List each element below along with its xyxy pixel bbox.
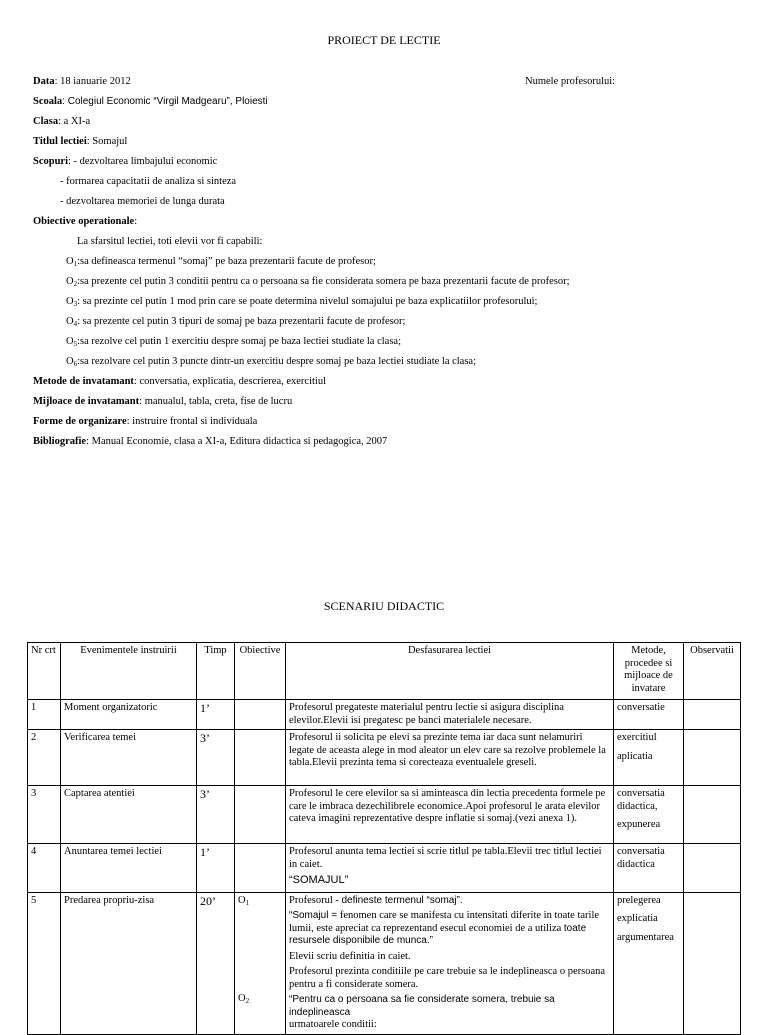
row-nr: 1 <box>28 700 61 730</box>
objective-ref <box>238 993 282 1008</box>
description-text: Elevii scriu definitia in caiet. <box>289 950 411 962</box>
row-description: Profesorul pregateste materialul pentru lectie si asigura disciplina elevilor.Elevii isi pregatesc pe banci materialele necesare. <box>286 700 614 730</box>
row-description <box>286 892 614 1034</box>
description-text <box>289 895 610 908</box>
row-event: Moment organizatoric <box>61 700 197 730</box>
description-text: Profesorul prezinta conditiile pe care trebuie sa le indeplineasca o persoana pentru a fi considerate somera. <box>289 966 606 990</box>
header-nr: Nr crt <box>28 643 61 700</box>
objective-text: : sa prezinte cel putin 1 mod prin care se poate determina nivelul somajului pe baza explicatiilor profesorului; <box>77 296 538 307</box>
objectives-colon: : <box>134 216 138 227</box>
means-line <box>33 396 292 407</box>
objective-text: :sa rezolve cel putin 1 exercitiu despre somaj pe baza lectiei studiate la clasa; <box>77 336 401 347</box>
purpose-1: : - dezvoltarea limbajului economic <box>68 156 218 167</box>
class-value: : a XI-a <box>58 116 91 127</box>
means-value: : manualul, tabla, creta, fise de lucru <box>139 396 293 407</box>
header-timp: Timp <box>197 643 235 700</box>
objectives-heading <box>33 216 137 227</box>
class-label: Clasa <box>33 116 59 127</box>
header-obiective: Obiective <box>235 643 286 700</box>
header-evenimente: Evenimentele instruirii <box>61 643 197 700</box>
row-methods: conversatia didactica <box>614 844 684 893</box>
school-label: Scoala <box>33 96 63 107</box>
objectives-label: Obiective operationale <box>33 216 135 227</box>
objective-code: O <box>238 894 246 906</box>
objective-code: O <box>66 276 74 287</box>
row-objective <box>235 844 286 893</box>
lesson-title-line <box>33 136 127 147</box>
row-time: 3’ <box>197 730 235 786</box>
row-nr: 4 <box>28 844 61 893</box>
objective-code: O <box>66 356 74 367</box>
row-event: Predarea propriu-zisa <box>61 892 197 1034</box>
method-item: argumentarea <box>617 931 674 943</box>
objective-index: 1 <box>73 260 78 268</box>
bibliography-line <box>33 436 387 447</box>
objective-ref <box>238 895 282 910</box>
bibliography-label: Bibliografie <box>33 436 87 447</box>
row-description: Profesorul ii solicita pe elevi sa prezinte tema iar daca sunt nelamuriri legate de aceasta alege in mod aleator un elev care sa rezolve problemele la tabla.Elevii prezinta tema si corecteaza eventualele greseli. <box>286 730 614 786</box>
row-event: Anuntarea temei lectiei <box>61 844 197 893</box>
methods-label: Metode de invatamant <box>33 376 134 387</box>
objective-index: 1 <box>245 898 250 907</box>
row-observations <box>684 700 741 730</box>
objective-code: O <box>238 993 246 1004</box>
method-item: exercitiul <box>617 732 657 743</box>
row-observations <box>684 892 741 1034</box>
description-part: fenomen care se manifesta cu intensitati diferite in toate tarile lumii, este apreciat ca reprezentand esecul economiei de a utiliza <box>289 910 600 934</box>
row-methods <box>614 730 684 786</box>
description-part: urmatoarele conditii: <box>289 1019 377 1030</box>
objective-code: O <box>66 336 74 347</box>
method-item: expunerea <box>617 819 661 830</box>
objective-index: 3 <box>73 300 78 308</box>
row-methods <box>614 786 684 844</box>
row-methods <box>614 892 684 1034</box>
row-nr: 2 <box>28 730 61 786</box>
scenario-title: SCENARIU DIDACTIC <box>323 599 445 613</box>
objectives-intro: La sfarsitul lectiei, toti elevii vor fi capabili: <box>77 236 263 247</box>
objective-index: 2 <box>245 997 250 1005</box>
row-time: 1’ <box>197 700 235 730</box>
objective-code: O <box>66 256 74 267</box>
method-item: prelegerea <box>617 894 661 906</box>
objective-text: :sa defineasca termenul “somaj” pe baza prezentarii facute de profesor; <box>77 256 376 267</box>
table-row <box>28 700 741 730</box>
table-header-row <box>28 643 741 700</box>
row-observations <box>684 730 741 786</box>
row-nr: 3 <box>28 786 61 844</box>
row-time: 1’ <box>197 844 235 893</box>
row-description: Profesorul le cere elevilor sa si aminteasca din lectia precedenta formele pe care le imbraca dezechilibrele economice.Apoi profesorul le arata elevilor cateva imagini reprezentative despre inflatie si somaj.(vezi anexa 1). <box>286 786 614 844</box>
header-observatii: Observatii <box>684 643 741 700</box>
method-item: conversatia didactica, <box>617 788 665 812</box>
objective-item <box>66 336 401 348</box>
row-time: 20’ <box>197 892 235 1034</box>
date-value: : 18 ianuarie 2012 <box>54 76 131 87</box>
organization-line <box>33 416 257 427</box>
description-part: Profesorul - <box>289 894 342 906</box>
objective-index: 4 <box>73 320 78 328</box>
objective-text: :sa rezolvare cel putin 3 puncte dintr-un exercitiu despre somaj pe baza lectiei studiate la clasa; <box>77 356 477 367</box>
row-objective <box>235 892 286 1034</box>
row-objective <box>235 730 286 786</box>
description-part: “Somajul = <box>289 910 340 921</box>
objective-code: O <box>66 316 74 327</box>
objective-index: 5 <box>73 340 78 348</box>
class-line <box>33 116 90 127</box>
row-description <box>286 844 614 893</box>
table-row <box>28 786 741 844</box>
description-part: defineste termenul “somaj”. <box>341 894 463 906</box>
school-line <box>33 96 268 107</box>
date-label: Data <box>33 76 55 87</box>
school-value: : Colegiul Economic “Virgil Madgearu”, Ploiesti <box>62 96 268 107</box>
bibliography-value: : Manual Economie, clasa a XI-a, Editura didactica si pedagogica, 2007 <box>86 436 388 447</box>
table-row <box>28 730 741 786</box>
table-row <box>28 892 741 1034</box>
method-item: aplicatia <box>617 750 653 762</box>
objective-text: :sa prezente cel putin 3 conditii pentru ca o persoana sa fie considerata somera pe baza prezentarii facute de profesor; <box>77 276 570 287</box>
objective-index: 6 <box>73 360 78 368</box>
description-text: Profesorul anunta tema lectiei si scrie titlul pe tabla.Elevii trec titlul lectiei in caiet. <box>289 846 602 870</box>
row-observations <box>684 844 741 893</box>
organization-label: Forme de organizare <box>33 416 127 427</box>
purpose-2: - formarea capacitatii de analiza si sinteza <box>60 176 237 187</box>
purposes-label: Scopuri <box>33 156 69 167</box>
methods-line <box>33 376 326 387</box>
row-event: Captarea atentiei <box>61 786 197 844</box>
means-label: Mijloace de invatamant <box>33 396 140 407</box>
objective-item <box>66 296 537 308</box>
lesson-scenario-table <box>27 642 741 1035</box>
objective-code: O <box>66 296 74 307</box>
teacher-name-label: Numele profesorului: <box>525 76 616 87</box>
table-row <box>28 844 741 893</box>
objective-index: 2 <box>73 280 78 288</box>
row-nr: 5 <box>28 892 61 1034</box>
objective-text: : sa prezente cel putin 3 tipuri de somaj pe baza prezentarii facute de profesor; <box>77 316 406 327</box>
organization-value: : instruire frontal si individuala <box>126 416 258 427</box>
purposes-line <box>33 156 217 167</box>
objective-item <box>66 256 376 268</box>
row-observations <box>684 786 741 844</box>
objective-item <box>66 356 476 368</box>
row-time: 3’ <box>197 786 235 844</box>
method-item: explicatia <box>617 913 658 924</box>
description-part: “Pentru ca o persoana sa fie considerate somera, trebuie sa indeplineasca <box>289 994 555 1018</box>
description-text <box>289 994 610 1032</box>
lesson-title-on-board: “SOMAJUL” <box>289 874 349 886</box>
row-event: Verificarea temei <box>61 730 197 786</box>
objective-item <box>66 316 405 328</box>
lesson-title-label: Titlul lectiei <box>33 136 87 147</box>
header-metode: Metode, procedee si mijloace de invatare <box>614 643 684 700</box>
header-desfasurarea: Desfasurarea lectiei <box>286 643 614 700</box>
date-line <box>33 76 131 87</box>
lesson-title-value: : Somajul <box>86 136 128 147</box>
objective-item <box>66 276 570 288</box>
description-text <box>289 910 610 948</box>
purpose-3: - dezvoltarea memoriei de lunga durata <box>60 196 225 207</box>
row-methods: conversatie <box>614 700 684 730</box>
methods-value: : conversatia, explicatia, descrierea, exercitiul <box>133 376 327 387</box>
row-objective <box>235 786 286 844</box>
description-part: toate resursele disponibile de munca.” <box>289 922 587 946</box>
row-objective <box>235 700 286 730</box>
document-title: PROIECT DE LECTIE <box>327 33 441 47</box>
